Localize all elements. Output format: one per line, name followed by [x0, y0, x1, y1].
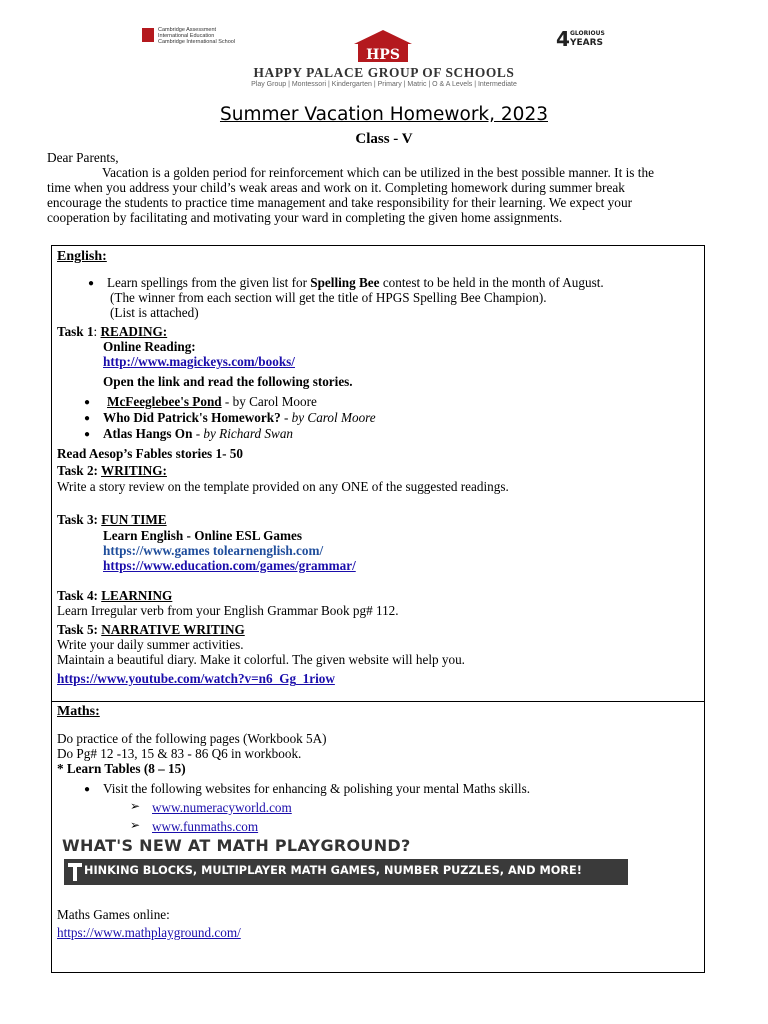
story-1: McFeeglebee's Pond - by Carol Moore [107, 394, 317, 409]
visit-websites-line: Visit the following websites for enhancing & polishing your mental Maths skills. [103, 781, 531, 796]
magickeys-link[interactable]: http://www.magickeys.com/books/ [103, 354, 295, 369]
task2-heading: Task 2: WRITING: [57, 463, 167, 478]
school-programs: Play Group | Montessori | Kindergarten | Primary | Matric | O & A Levels | Intermediate [251, 81, 517, 88]
spelling-bee-winner: (The winner from each section will get the title of HPGS Spelling Bee Champion). [110, 290, 547, 305]
intro-line-4: cooperation by facilitating and motivating your ward in completing the given home assignments. [47, 210, 563, 225]
task5-heading: Task 5: NARRATIVE WRITING [57, 622, 245, 637]
anniversary-number: 4 [556, 27, 570, 50]
task4-text: Learn Irregular verb from your English Grammar Book pg# 112. [57, 603, 399, 618]
maths-workbook-line: Do practice of the following pages (Workbook 5A) [57, 731, 327, 746]
mathplayground-link[interactable]: https://www.mathplayground.com/ [57, 925, 241, 940]
numeracyworld-link[interactable]: www.numeracyworld.com [152, 800, 292, 815]
youtube-link[interactable]: https://www.youtube.com/watch?v=n6_Gg_1riow [57, 671, 335, 686]
math-playground-banner-text: HINKING BLOCKS, MULTIPLAYER MATH GAMES, NUMBER PUZZLES, AND MORE! [84, 864, 582, 877]
online-reading-label: Online Reading: [103, 339, 196, 354]
section-divider [51, 701, 705, 702]
anniversary-logo [556, 26, 628, 50]
english-heading: English: [57, 249, 107, 264]
task5-line-1: Write your daily summer activities. [57, 637, 244, 652]
page-title: Summer Vacation Homework, 2023 [219, 104, 548, 125]
aesop-fables: Read Aesop’s Fables stories 1- 50 [57, 446, 243, 461]
learn-tables: * Learn Tables (8 – 15) [57, 761, 186, 776]
cambridge-shield-icon [142, 28, 154, 42]
story-2: Who Did Patrick's Homework? - by Carol Moore [103, 410, 376, 425]
story-3: Atlas Hangs On - by Richard Swan [103, 426, 294, 441]
task2-text: Write a story review on the template provided on any ONE of the suggested readings. [57, 479, 509, 494]
maths-heading: Maths: [57, 704, 100, 719]
maths-games-label: Maths Games online: [57, 907, 170, 922]
intro-line-1: Vacation is a golden period for reinforcement which can be utilized in the best possible manner. It is the [102, 165, 655, 180]
school-logo-icon [350, 30, 416, 66]
class-label: Class - V [355, 131, 413, 147]
reading-instruction: Open the link and read the following stories. [103, 374, 353, 389]
anniversary-word-1: GLORIOUS [570, 30, 605, 37]
task1-heading: Task 1: READING: [57, 324, 168, 339]
cambridge-line-1: Cambridge Assessment [158, 27, 217, 33]
intro-line-2: time when you address your child’s weak areas and work on it. Completing homework during summer break [47, 180, 625, 195]
school-name: HAPPY PALACE GROUP OF SCHOOLS [253, 65, 515, 80]
education-grammar-link[interactable]: https://www.education.com/games/grammar/ [103, 558, 356, 573]
cambridge-line-3: Cambridge International School [158, 39, 236, 45]
arrow-bullet-icon: ➢ [130, 799, 141, 813]
bullet-icon: ● [84, 413, 91, 424]
logo-letters: HPS [366, 47, 400, 63]
bullet-icon: ● [88, 278, 95, 289]
anniversary-word-2: YEARS [570, 38, 604, 48]
arrow-bullet-icon: ➢ [130, 818, 141, 832]
header [0, 0, 768, 96]
bullet-icon: ● [84, 429, 91, 440]
games-to-learn-english-link[interactable]: https://www.games tolearnenglish.com/ [103, 543, 324, 558]
task3-heading: Task 3: FUN TIME [57, 512, 167, 527]
esl-games-label: Learn English - Online ESL Games [103, 528, 302, 543]
math-playground-banner-title: WHAT'S NEW AT MATH PLAYGROUND? [62, 836, 411, 855]
spelling-list-note: (List is attached) [110, 305, 199, 320]
funmaths-link[interactable]: www.funmaths.com [152, 819, 259, 834]
maths-pages-line: Do Pg# 12 -13, 15 & 83 - 86 Q6 in workbook. [57, 746, 302, 761]
spelling-bee-line: Learn spellings from the given list for Spelling Bee contest to be held in the month of August. [107, 275, 604, 290]
task5-line-2: Maintain a beautiful diary. Make it colorful. The given website will help you. [57, 652, 465, 667]
bullet-icon: ● [84, 397, 91, 408]
letter-t-icon [68, 861, 82, 883]
greeting: Dear Parents, [47, 150, 119, 165]
cambridge-line-2: International Education [158, 33, 215, 39]
bullet-icon: ● [84, 784, 91, 795]
task4-heading: Task 4: LEARNING [57, 588, 173, 603]
intro-line-3: encourage the students to practice time management and take responsibility for their learning. We expect your [47, 195, 633, 210]
cambridge-logo [142, 28, 282, 50]
